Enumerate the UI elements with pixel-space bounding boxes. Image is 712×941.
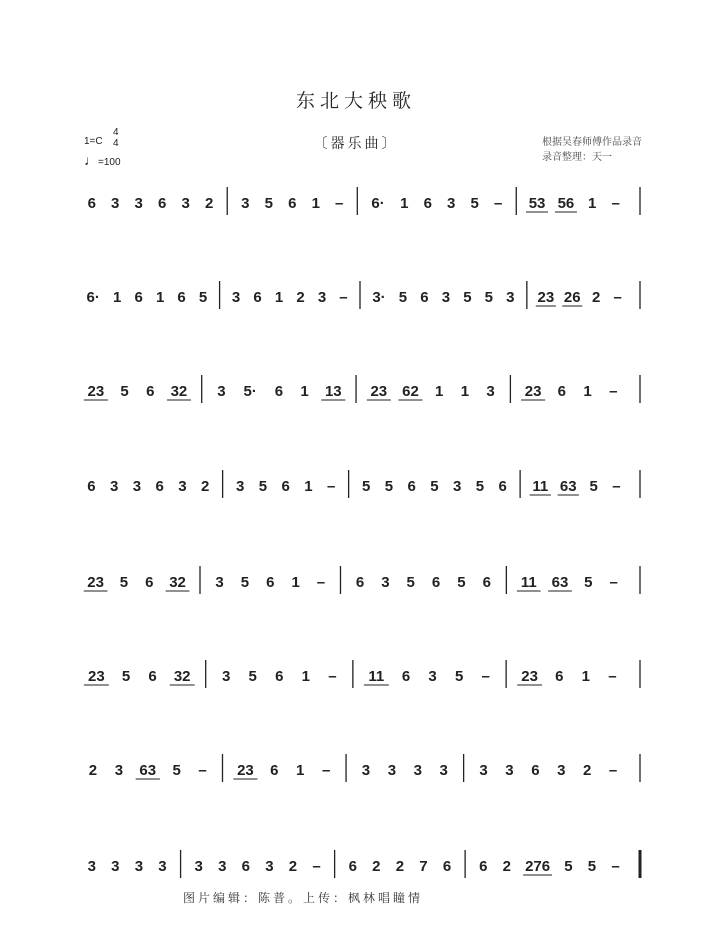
note: 3 <box>231 289 241 306</box>
note: 23 <box>524 383 542 400</box>
note: 23 <box>370 383 388 400</box>
note: 1 <box>301 668 311 685</box>
note: 1 <box>155 289 165 306</box>
note: 63 <box>139 762 157 779</box>
note: 11 <box>368 668 385 685</box>
note: 32 <box>170 383 188 400</box>
sustain-dash: – <box>609 383 618 400</box>
sustain-dash: – <box>608 668 617 685</box>
note: 6 <box>270 762 279 779</box>
note: 5 <box>470 195 479 212</box>
note: 1 <box>274 289 284 306</box>
note: 3 <box>111 858 120 875</box>
note: 5 <box>584 574 593 591</box>
note: 1 <box>587 195 597 212</box>
note: 2 <box>592 289 601 306</box>
song-title: 东北大秧歌 <box>295 90 416 112</box>
note: 1 <box>311 195 320 212</box>
note: 6 <box>420 289 429 306</box>
note: 3 <box>428 668 437 685</box>
note: 6 <box>275 668 284 685</box>
note: 23 <box>88 668 105 685</box>
note: 6 <box>482 574 492 591</box>
note: 6· <box>371 195 385 212</box>
note: 3 <box>557 762 566 779</box>
note: 32 <box>173 668 191 685</box>
note: 2 <box>395 858 405 875</box>
note: 6 <box>355 574 365 591</box>
note: 1 <box>296 762 305 779</box>
note: 5 <box>120 383 129 400</box>
note: 3 <box>479 762 488 779</box>
quarter-note-icon: ♩ <box>84 152 98 168</box>
note: 5 <box>248 668 257 685</box>
note: 6 <box>134 289 143 306</box>
note: 6 <box>423 195 432 212</box>
note: 3 <box>194 858 203 875</box>
note: 5 <box>454 668 464 685</box>
note: 3 <box>132 478 142 495</box>
note: 6 <box>479 858 488 875</box>
note: 1 <box>434 383 444 400</box>
sustain-dash: – <box>613 289 622 306</box>
note: 6 <box>146 383 155 400</box>
note: 5 <box>406 574 415 591</box>
note: 5 <box>258 478 268 495</box>
note: 1 <box>583 383 592 400</box>
note: 5 <box>430 478 439 495</box>
note: 6 <box>158 195 167 212</box>
note: 23 <box>521 668 538 685</box>
note: 2 <box>88 762 98 779</box>
note: 3 <box>413 762 422 779</box>
note: 63 <box>551 574 569 591</box>
note: 5 <box>172 762 181 779</box>
note: 5 <box>457 574 466 591</box>
note: 6 <box>531 762 540 779</box>
note: 3 <box>441 289 451 306</box>
note: 3 <box>506 289 515 306</box>
note: 6· <box>86 289 100 306</box>
note: 6 <box>274 383 284 400</box>
note: 63 <box>559 478 577 495</box>
note: 2 <box>372 858 381 875</box>
sustain-dash: – <box>316 574 326 591</box>
note: 5 <box>463 289 472 306</box>
note: 32 <box>169 574 186 591</box>
note: 3 <box>109 478 119 495</box>
note: 23 <box>537 289 555 306</box>
sustain-dash: – <box>328 668 337 685</box>
note: 5· <box>243 383 257 400</box>
note: 2 <box>200 478 210 495</box>
note: 3 <box>235 478 245 495</box>
note: 6 <box>348 858 357 875</box>
note: 3 <box>134 858 144 875</box>
note: 3 <box>241 195 250 212</box>
note: 6 <box>555 668 564 685</box>
note: 5 <box>484 289 494 306</box>
note: 5 <box>119 574 129 591</box>
note: 3 <box>439 762 448 779</box>
note: 1 <box>291 574 300 591</box>
note: 3 <box>134 195 143 212</box>
note: 5 <box>587 858 597 875</box>
note: 3 <box>486 383 495 400</box>
note: 11 <box>520 574 537 591</box>
sustain-dash: – <box>611 858 620 875</box>
sustain-dash: – <box>312 858 321 875</box>
note: 6 <box>407 478 416 495</box>
note: 6 <box>155 478 164 495</box>
sustain-dash: – <box>198 762 207 779</box>
note: 6 <box>431 574 441 591</box>
note: 6 <box>253 289 262 306</box>
note: 6 <box>241 858 250 875</box>
time-top: 4 <box>113 127 119 138</box>
subtitle: 〔器乐曲〕 <box>313 136 399 152</box>
note: 6 <box>266 574 275 591</box>
note: 5 <box>121 668 131 685</box>
key-signature: 1=C <box>84 136 103 147</box>
note: 23 <box>87 383 105 400</box>
sustain-dash: – <box>321 762 331 779</box>
note: 6 <box>87 478 96 495</box>
note: 6 <box>148 668 157 685</box>
sustain-dash: – <box>339 289 348 306</box>
note: 26 <box>563 289 581 306</box>
note: 23 <box>237 762 254 779</box>
note: 7 <box>419 858 428 875</box>
tempo-value: =100 <box>98 157 121 168</box>
note: 3 <box>387 762 397 779</box>
note: 1 <box>460 383 470 400</box>
note: 6 <box>498 478 507 495</box>
note: 6 <box>281 478 290 495</box>
note: 6 <box>177 289 186 306</box>
note: 6 <box>145 574 154 591</box>
note: 6 <box>401 668 411 685</box>
note: 2 <box>296 289 305 306</box>
note: 3 <box>265 858 274 875</box>
note: 3 <box>381 574 390 591</box>
note: 3· <box>372 289 386 306</box>
note: 6 <box>557 383 567 400</box>
note: 5 <box>240 574 250 591</box>
note: 3 <box>361 762 371 779</box>
note: 276 <box>525 858 551 875</box>
note: 3 <box>317 289 327 306</box>
note: 3 <box>114 762 124 779</box>
note: 6 <box>288 195 297 212</box>
note: 5 <box>475 478 485 495</box>
note: 1 <box>112 289 122 306</box>
note: 6 <box>87 195 96 212</box>
credit-line-1: 根据吴春师傅作品录音 <box>542 137 642 148</box>
note: 23 <box>87 574 104 591</box>
note: 62 <box>402 383 419 400</box>
note: 5 <box>384 478 394 495</box>
note: 3 <box>447 195 456 212</box>
note: 3 <box>221 668 231 685</box>
note: 3 <box>178 478 187 495</box>
note: 1 <box>581 668 591 685</box>
note: 5 <box>361 478 371 495</box>
note: 5 <box>398 289 408 306</box>
note: 3 <box>452 478 462 495</box>
credit-line-2: 录音整理：天一 <box>542 152 612 163</box>
sustain-dash: – <box>611 195 620 212</box>
sustain-dash: – <box>481 668 490 685</box>
note: 3 <box>505 762 514 779</box>
time-bottom: 4 <box>113 138 119 149</box>
note: 1 <box>300 383 309 400</box>
sustain-dash: – <box>335 195 344 212</box>
note: 5 <box>564 858 573 875</box>
note: 2 <box>583 762 592 779</box>
note: 3 <box>218 858 227 875</box>
note: 1 <box>400 195 409 212</box>
sustain-dash: – <box>326 478 336 495</box>
note: 3 <box>158 858 167 875</box>
note: 53 <box>528 195 546 212</box>
sustain-dash: – <box>609 574 618 591</box>
note: 6 <box>442 858 452 875</box>
note: 2 <box>204 195 214 212</box>
note: 3 <box>217 383 226 400</box>
sustain-dash: – <box>494 195 503 212</box>
note: 5 <box>198 289 208 306</box>
note: 3 <box>111 195 120 212</box>
note: 5 <box>589 478 598 495</box>
note: 13 <box>324 383 342 400</box>
sustain-dash: – <box>608 762 618 779</box>
note: 2 <box>288 858 298 875</box>
note: 2 <box>502 858 511 875</box>
sustain-dash: – <box>612 478 621 495</box>
note: 56 <box>557 195 575 212</box>
note: 3 <box>87 858 96 875</box>
note: 1 <box>304 478 313 495</box>
note: 3 <box>181 195 190 212</box>
note: 11 <box>532 478 549 495</box>
note: 3 <box>215 574 224 591</box>
image-credit-footer: 图片编辑：陈普。上传：枫林唱瞳情 <box>183 891 424 905</box>
note: 5 <box>264 195 273 212</box>
